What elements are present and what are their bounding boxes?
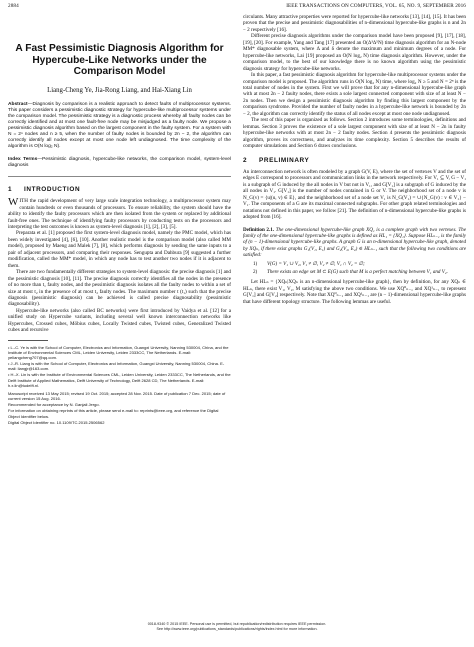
definition-block (243, 227, 466, 276)
abstract (8, 102, 231, 151)
running-header (8, 3, 466, 13)
intro-paragraph-1 (8, 198, 231, 230)
abstract-text: —Diagnosis by comparison is a realistic approach to detect faults of multiprocessor systems. This paper considers a pessimistic diagnostic strategy for hypercube-like multiprocessor systems under the comparison model. The pessimistic strategy is a diagnostic process whereby all faulty nodes can be correctly identified and at most one fault-free node may be misjudged as a faulty node. We propose a pessimistic diagnosis algorithm based on the largest component in the faulty system. For a system with N = 2ⁿ nodes and n ≥ 5, when the number of faulty nodes is bounded by 2n − 2, the algorithm can correctly identify all nodes except at most one node left undiagnosed. The time complexity of the algorithm is O(N log₂ N). (8, 101, 231, 150)
footnote-affiliation: • H.-X. Lin is with the Institute of Environmental Sciences CML, Leiden University, Leiden 2333CC, The Netherlands, and the Delft Institute of Applied Mathematics, Delft University of Technology, Delft 2628 CD, The Netherlands. E-mail: h.x.lin@tudelft.nl. (8, 372, 231, 388)
journal-citation: IEEE TRANSACTIONS ON COMPUTERS, VOL. 65, NO. 9, SEPTEMBER 2016 (286, 3, 466, 9)
definition-text: The one-dimensional hypercube-like graph XQ₁ is a complete graph with two vertexes. The family of the one-dimensional hypercube-like graphs is defined as HL₁ = {XQ₁}. Suppose HLₙ₋₁ is the family of (n − 1)-dimensional hypercube-like graphs. A graph G is an n-dimensional hypercube-like graph, denoted by XQₙ, if there exist graphs G₁(V₁, E₁) and G₂(V₂, E₂) ∈ HLₙ₋₁ such that the following two conditions are satisfied: (243, 226, 466, 259)
copyright-line: 0018-9340 © 2015 IEEE. Personal use is permitted, but republication/redistribution requires IEEE permission. (147, 622, 327, 626)
abstract-divider (8, 176, 231, 177)
drop-cap: W (8, 196, 19, 209)
footnote-recommendation: Recommended for acceptance by N. Ganjali Jergo. (8, 402, 100, 408)
body-paragraph: circulants. Many attractive properties were reported for hypercube-like networks [13], [14], [15]. It has been proven that the precise and pessimistic diagnosabilities of n-dimensional hypercube-like graphs is n and 2n − 2 respectively [16]. (243, 14, 466, 33)
section-number: 1 (8, 185, 13, 193)
footnote-doi: Digital Object Identifier no. 10.1109/TC.2015.2506562 (8, 419, 105, 425)
condition-text: There exists an edge set M ⊂ E(G) such that M is a perfect matching between V₁ and V₂. (267, 269, 448, 276)
permissions-line: See http://www.ieee.org/publications_standards/publications/rights/index.html for more information. (156, 626, 318, 631)
page-number: 2884 (8, 3, 19, 9)
index-terms-text: —Pessimistic diagnosis, hypercube-like networks, the comparison model, system-level diagnosis (8, 156, 231, 168)
section-heading-preliminary (243, 158, 466, 164)
intro-paragraph-1-text: ITH the rapid development of very large scale integration technology, a multiprocessor system may contain hundreds or even thousands of processors. To ensure reliability, the system should have the ability to identify the faulty processors which are then isolated from the system or replaced by additional fault-free ones. The technique of identifying faulty processors by conducting tests on the processors and interpreting the test outcomes is known as system-level diagnosis [1], [2], [3], [5]. (8, 198, 231, 230)
left-column (8, 14, 231, 426)
footnote-divider (8, 340, 48, 341)
section-title: PRELIMINARY (259, 156, 310, 164)
body-paragraph: The rest of this paper is organized as follows. Section 2 introduces some terminologies, definitions and lemmas. Section 3 proves the existence of a sole largest component with size of at least N − 2n in faulty hypercube-like networks with at most 2n − 2 faulty nodes. Section 4 presents the pessimistic diagnosis algorithm, proves its correctness, and analyzes its time complexity. Section 5 describes the results of computer simulations and Section 6 draws conclusions. (243, 117, 466, 150)
footnote-reprints: For information on obtaining reprints of this article, please send e-mail to: reprints@ieee.org, and reference the Digital Object Identifier below. (8, 408, 219, 419)
section-title: INTRODUCTION (24, 185, 81, 193)
footnote-affiliation: • J.-R. Liang is with the School of Computer, Electronics and Information, Guangxi University, Nanning 530004, China. E-mail: liangjr@163.com. (8, 361, 225, 372)
section-heading-introduction (8, 187, 231, 193)
right-column (243, 14, 466, 305)
author-list: Liang-Cheng Ye, Jia-Rong Liang, and Hai-Xiang Lin (47, 86, 192, 94)
copyright-notice (0, 622, 474, 632)
footnotes (8, 345, 231, 425)
definition-label: Definition 2.1. (243, 226, 275, 233)
body-paragraph: Different precise diagnosis algorithms under the comparison model have been proposed [9], [17], [18], [19], [20]. For example, Yang and Tang [17] presented an O(Δ³Δ⁵N) time diagnosis algorithm for an N-node MM* diagnosable system, where Δ and δ denote the maximum and minimum degrees of a node. For hypercube-like networks, Lai [19] proposed an O(N log₂ N) time diagnosis algorithm. However, under the comparison model, to the best of our knowledge there is no known algorithm using the pessimistic diagnosis strategy for hypercube-like networks. (243, 33, 466, 72)
condition-index: 2) (253, 269, 258, 276)
condition-text: V(G) = V₁ ∪ V₂, V₁ ≠ ∅, V₂ ≠ ∅, V₁ ∩ V₂ = ∅; (267, 260, 365, 267)
body-paragraph: In this paper, a fast pessimistic diagnosis algorithm for hypercube-like multiprocessor systems under the comparison model is proposed. The algorithm runs in O(N log₂ N) time, where log₂ N ≥ 5 and N = 2ⁿ is the total number of nodes in the system. First we will prove that for any n-dimensional hypercube-like graph with at most 2n − 2 faulty nodes, there exists a sole largest connected component with size of at least N − 2n nodes. Then we design a pessimistic diagnosis algorithm by finding this largest component by the comparison syndrome. Provided the number of faulty nodes in a hypercube-like network is bounded by 2n − 2, the algorithm can correctly identify the status of all nodes except at most one node undiagnosed. (243, 72, 466, 117)
footnote-affiliation: • L.-C. Ye is with the School of Computer, Electronics and Information, Guangxi University, Nanning 530004, China, and the Institute of Environmental Sciences CML, Leiden University, Leiden 2333CC, The Netherlands. E-mail: yeliangcheng707@qq.com. (8, 344, 229, 360)
intro-paragraph-2: Preparata et al. [1] proposed the first system-level diagnosis model, namely the PMC model, which has been widely investigated [4], [6], [10]. Another realistic model is the comparison model (also called MM model), proposed by Maeng and Malek [7], [8], which performs diagnosis by sending the same inputs to a pair of adjacent processors, and comparing their responses. Sengupta and Dahbura [9] suggested a further modification, called the MM* model, in which any node has to test another two nodes if it is adjacent to them. (8, 230, 231, 269)
index-terms-label: Index Terms (8, 156, 38, 162)
body-paragraph: Let HLₙ = {XQₙ|XQₙ is an n-dimensional hypercube-like graph}, then by definition, for any XQₙ ∈ HLₙ, there exist V₁, V₂, M satisfying the above two conditions. We use XQ⁰ₙ₋₁ and XQ¹ₙ₋₁ to represent G[V₁] and G[V₂] respectively. Note that XQ⁰ₙ₋₁ and XQ¹ₙ₋₁ are (n − 1)-dimensional hypercube-like graphs that have different topology structure. The following lemmas are useful. (243, 279, 466, 305)
definition-condition (253, 269, 466, 275)
body-paragraph: An interconnection network is often modeled by a graph G(V, E), where the set of vertexes V and the set of edges E correspond to processors and communication links in the network respectively. For V₁ ⊆ V, G − V₁ is a subgraph of G induced by the all nodes in V but not in V₁, and G[V₁] is a subgraph of G induced by the all nodes in V₁. G[V₁] is the number of nodes contained in G or V. The neighborhood set of a node v is N_G(v) = {u|(u, v) ∈ E}, and the neighborhood set of a node set V₁ is N_G(V₁) = ∪{N_G(v) : v ∈ V₁} − V₁. The components of a G are its maximal connected subgraphs. For other graph related terminologies and notations not defined in this paper, we follow [21]. The definition of n-dimensional hypercube-like graphs is adopted from [16]. (243, 168, 466, 221)
index-terms (8, 157, 231, 169)
intro-paragraph-4: Hypercube-like networks (also called BC networks) were first introduced by Vaidya et al. [12] for a unified study on Hypercube variants, including several well known interconnection networks like Hypercubes, Crossed cubes, Möbius cubes, Locally Twisted cubes, Twisted cubes, Generalized Twisted cubes and recursive (8, 307, 231, 334)
footnote-manuscript-dates: Manuscript received 13 May 2015; revised 19 Oct. 2015; accepted 28 Nov. 2015. Date of publication 7 Dec. 2015; date of current version 15 Aug. 2016. (8, 390, 226, 402)
paper-title: A Fast Pessimistic Diagnosis Algorithm for Hypercube-Like Networks under the Comparison Model (15, 43, 224, 78)
intro-paragraph-3: There are two fundamentally different strategies to system-level diagnosis: the precise diagnosis [1] and the pessimistic diagnosis [10], [11]. The precise diagnosis correctly identifies all the nodes in the presence of no more than t₁ faulty nodes, and the pessimistic diagnosis isolates all the faulty nodes to within a set of size at most t₂ in the presence of at most t₂ faulty nodes. The maximum number t (t₁) such that the precise diagnosis (pessimistic diagnosis) can be achieved is called precise diagnosability (pessimistic diagnosability). (8, 269, 231, 308)
abstract-label: Abstract (8, 101, 28, 107)
definition-condition (253, 261, 466, 267)
section-number: 2 (243, 156, 248, 164)
condition-index: 1) (253, 260, 258, 267)
